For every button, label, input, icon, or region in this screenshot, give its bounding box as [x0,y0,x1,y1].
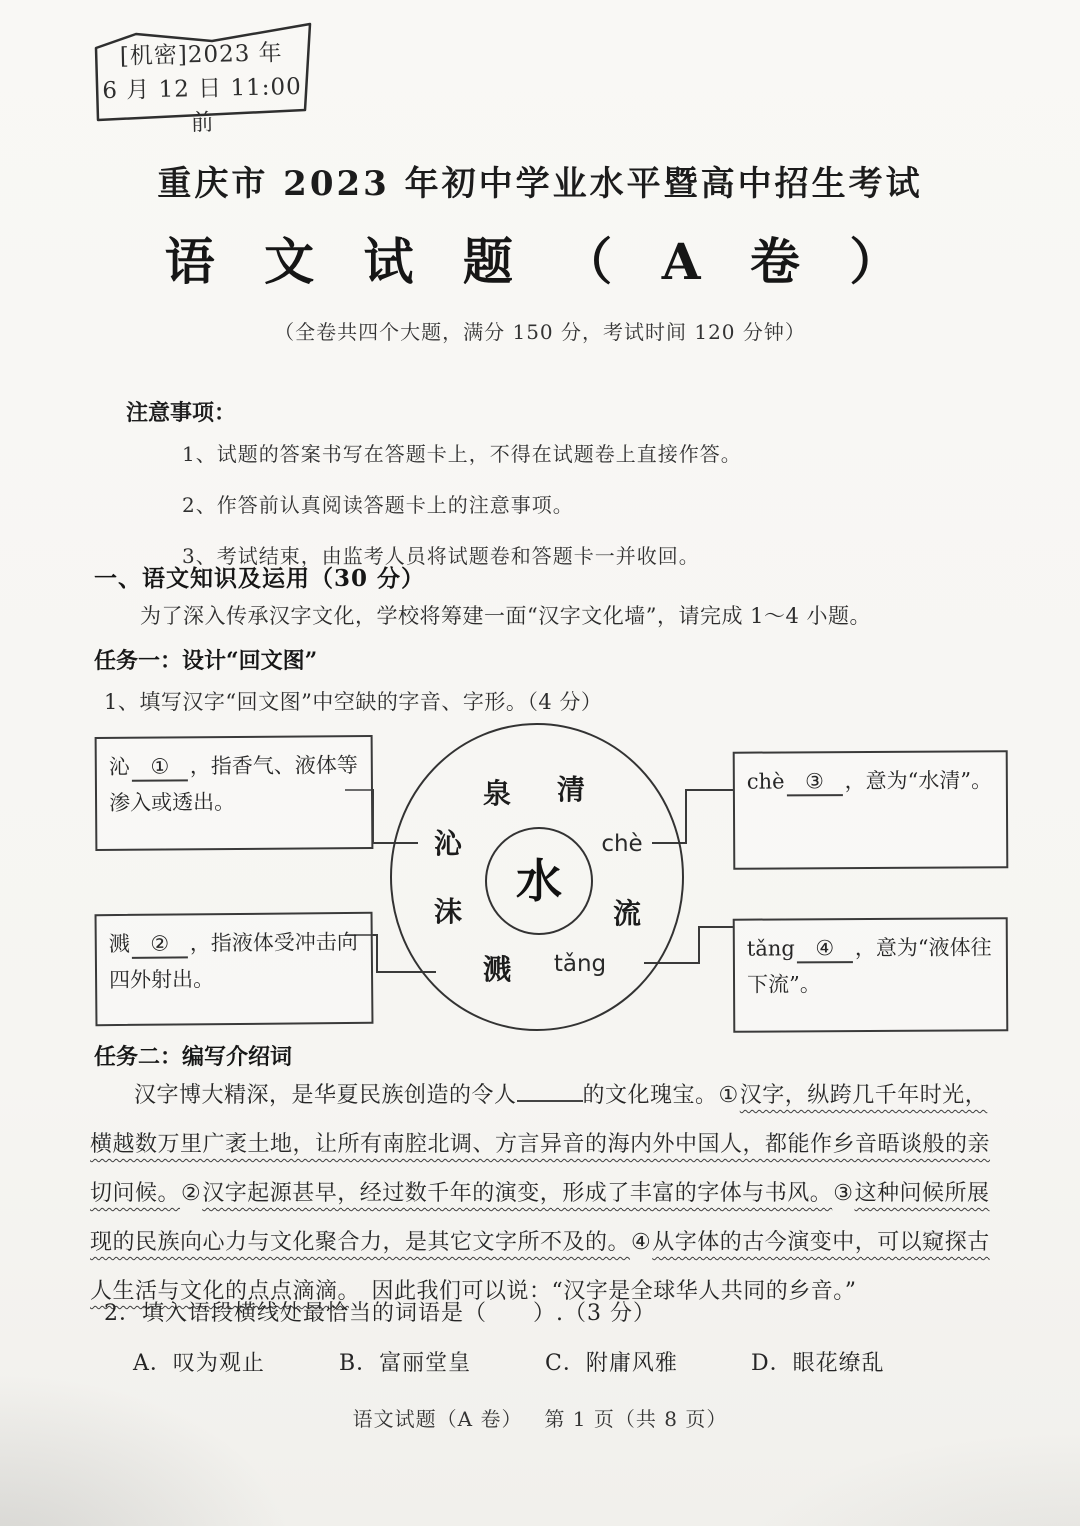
p-l1a: 汉字博大精深，是华夏民族创造的令人 [134,1083,517,1108]
definition-box-3 [733,750,1009,869]
p-l2: 横越数万里广袤土地，让所有南腔北调、方言异音的海内外中国人，都能作乡音晤谈般的亲 [90,1132,991,1157]
question2-options [133,1346,1013,1377]
section1-intro: 为了深入传承汉字文化，学校将筹建一面“汉字文化墙”，请完成 1～4 小题。 [140,604,872,628]
p-l3c: 这种问候所展 [854,1181,990,1206]
stamp-line-2: 6 月 12 日 11:00 前 [102,73,302,137]
ring-char-qing: 清 [556,773,586,806]
p-l5b: 因此我们可以说：“汉字是全球华人共同的乡音。” [349,1279,857,1304]
question2-stem: 2．填入语段横线处最恰当的词语是（ ）.（3 分） [104,1301,656,1326]
notice-heading: 注意事项： [126,400,237,426]
p-l1b: 的文化瑰宝。 [582,1083,718,1108]
ring-char-mo: 沫 [433,895,463,928]
circled-4: ④ [631,1230,652,1255]
connector-line-right-top [652,790,733,843]
ring-pinyin-tang: tǎng [553,951,607,977]
fill-in-blank [517,1078,583,1102]
ring-pinyin-che: chè [601,831,643,857]
paper-meta: （全卷共四个大题，满分 150 分，考试时间 120 分钟） [274,320,806,344]
ring-char-qin: 沁 [433,827,463,860]
option-b: B．富丽堂皇 [339,1351,472,1376]
paragraph-line-4 [90,1225,990,1274]
page-footer [0,1403,1080,1432]
ring-diagram [0,715,1080,1037]
footer-page-number: 第 1 页（共 8 页） [544,1407,728,1431]
footer-paper-name: 语文试题（A 卷） [352,1407,523,1431]
option-d: D．眼花缭乱 [751,1351,885,1376]
stamp-line-1: [机密]2023 年 [119,40,283,70]
ring-char-quan: 泉 [482,777,512,810]
stamp-text [101,36,303,142]
box1-blank: ① [132,753,188,781]
section1-heading: 一、语文知识及运用（30 分） [94,565,426,592]
box2-desc: ，指液体受冲击向四外射出。 [108,929,358,993]
box4-desc: ，意为“液体往下流”。 [746,935,992,997]
p-l3a: 切问候。 [90,1181,181,1206]
box4-blank: ④ [797,935,853,963]
p-l3b: 汉字起源甚早，经过数千年的演变，形成了丰富的字体与书风。 [202,1181,833,1206]
ring-char-jian: 溅 [482,953,512,986]
box3-lead: chè [746,769,785,794]
paragraph-line-3 [90,1176,990,1225]
option-c: C．附庸风雅 [545,1351,678,1376]
box4-lead: tǎng [746,936,795,961]
confidential-stamp [84,14,319,137]
question1-stem: 1、填写汉字“回文图”中空缺的字音、字形。（4 分） [104,690,603,714]
connector-line-right-bottom [644,927,733,963]
box1-desc: ，指香气、液体等渗入或透出。 [108,753,358,815]
circled-2: ② [181,1181,202,1206]
task1-heading: 任务一：设计“回文图” [94,648,318,674]
p-l1c: 汉字，纵跨几千年时光， [739,1083,988,1108]
notice-item: 3、考试结束，由监考人员将试题卷和答题卡一并收回。 [182,544,700,568]
option-a: A．叹为观止 [133,1351,265,1376]
exam-title: 重庆市 2023 年初中学业水平暨高中招生考试 [157,164,923,204]
box1-lead: 沁 [108,754,130,779]
p-l4a: 现的民族向心力与文化聚合力，是其它文字所不及的。 [90,1230,631,1255]
notice-item: 2、作答前认真阅读答题卡上的注意事项。 [182,493,574,517]
box3-blank: ③ [787,768,843,796]
definition-box-2 [95,912,374,1026]
paragraph-line-2 [90,1127,990,1176]
ring-char-liu: 流 [612,897,642,930]
circled-3: ③ [833,1181,854,1206]
notice-item: 1、试题的答案书写在答题卡上，不得在试题卷上直接作答。 [182,442,742,466]
p-l4b: 从字体的古今演变中，可以窥探古 [652,1230,990,1255]
definition-box-1 [95,735,374,851]
p-l5a: 人生活与文化的点点滴滴。 [90,1279,350,1304]
task2-paragraph [90,1078,990,1323]
box3-desc: ，意为“水清”。 [844,768,993,794]
task2-heading: 任务二：编写介绍词 [94,1044,293,1070]
paragraph-line-1 [90,1078,990,1127]
box2-lead: 溅 [108,931,130,957]
circled-1: ① [718,1083,739,1108]
paper-title: 语 文 试 题 （ A 卷 ） [164,232,916,291]
center-char-shui: 水 [516,854,562,908]
box2-blank: ② [132,930,188,958]
definition-box-4 [733,917,1009,1032]
